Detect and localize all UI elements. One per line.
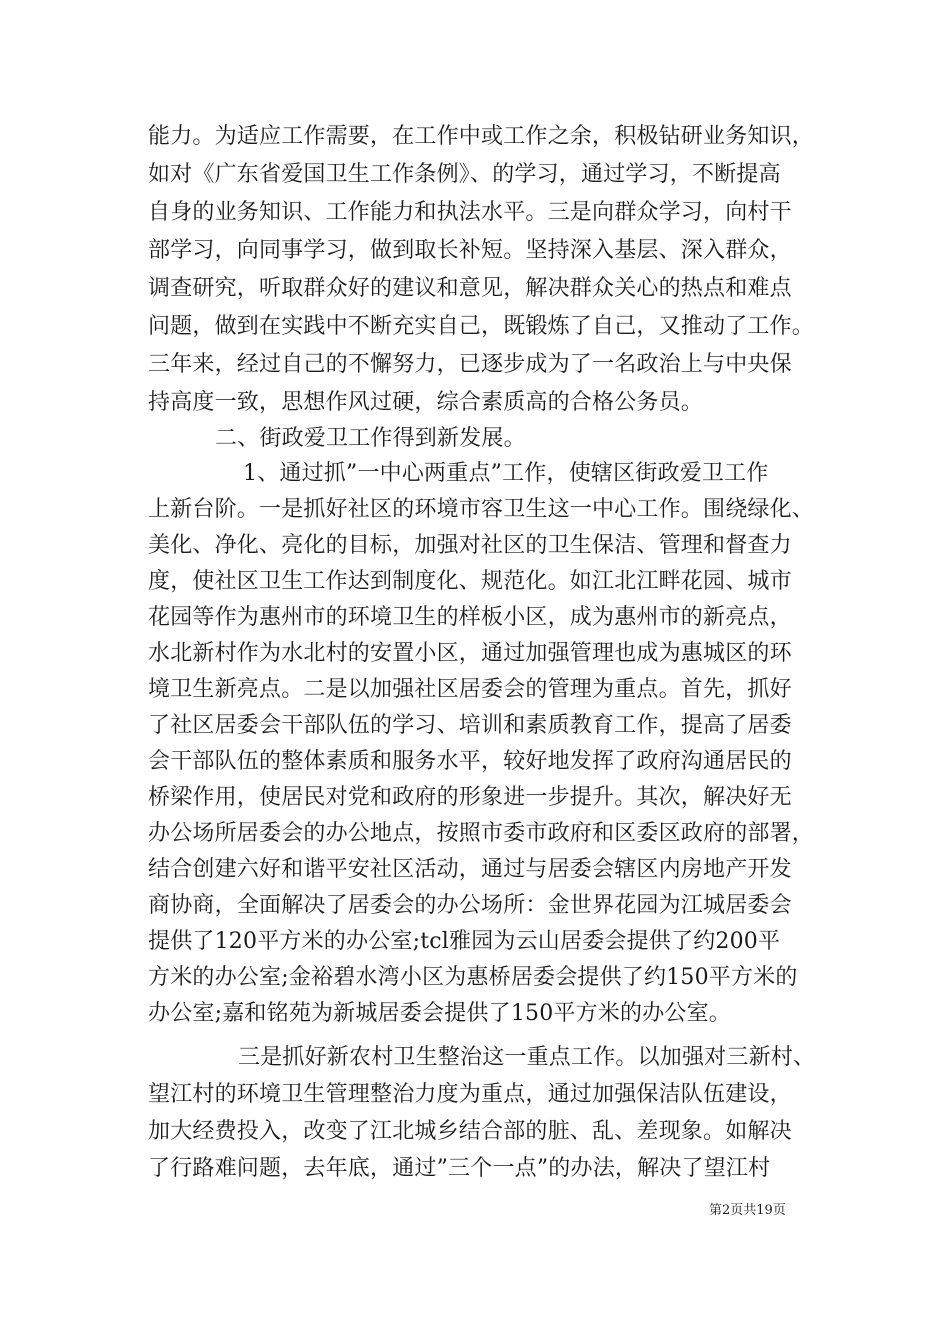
- text-line: 了行路难问题，去年底，通过”三个一点”的办法，解决了望江村: [148, 1156, 771, 1181]
- text-line: 调查研究，听取群众好的建议和意见，解决群众关心的热点和难点: [148, 276, 792, 301]
- text-line: 自身的业务知识、工作能力和执法水平。三是向群众学习，向村干: [148, 200, 792, 225]
- text-line: 如对《广东省爱国卫生工作条例》、的学习，通过学习，不断提高: [148, 162, 781, 187]
- text-line: 持高度一致，思想作风过硬，综合素质高的合格公务员。: [148, 390, 704, 415]
- text-line: 办公室;嘉和铭苑为新城居委会提供了150平方米的办公室。: [148, 1001, 732, 1026]
- text-line: 境卫生新亮点。二是以加强社区居委会的管理为重点。首先，抓好: [148, 677, 792, 702]
- page-number: 第2页共19页: [709, 1203, 786, 1218]
- text-line: 度，使社区卫生工作达到制度化、规范化。如江北江畔花园、城市: [148, 569, 792, 594]
- text-line: 水北新村作为水北村的安置小区，通过加强管理也成为惠城区的环: [148, 641, 792, 666]
- text-line: 三年来，经过自己的不懈努力，已逐步成为了一名政治上与中央保: [148, 352, 792, 377]
- text-line: 花园等作为惠州市的环境卫生的样板小区，成为惠州市的新亮点，: [148, 605, 792, 630]
- paragraph-start-line: 三是抓好新农村卫生整治这一重点工作。以加强对三新村、: [238, 1045, 816, 1070]
- text-line: 上新台阶。一是抓好社区的环境市容卫生这一中心工作。围绕绿化、: [148, 497, 815, 522]
- text-line: 桥梁作用，使居民对党和政府的形象进一步提升。其次，解决好无: [148, 785, 792, 810]
- text-line: 加大经费投入，改变了江北城乡结合部的脏、乱、差现象。如解决: [148, 1119, 792, 1144]
- text-line: 方米的办公室;金裕碧水湾小区为惠桥居委会提供了约150平方米的: [148, 965, 798, 990]
- text-line: 美化、净化、亮化的目标，加强对社区的卫生保洁、管理和督查力: [148, 533, 792, 558]
- text-line: 能力。为适应工作需要，在工作中或工作之余，积极钻研业务知识，: [148, 124, 815, 149]
- text-line: 结合创建六好和谐平安社区活动，通过与居委会辖区内房地产开发: [148, 857, 792, 882]
- text-line: 了社区居委会干部队伍的学习、培训和素质教育工作，提高了居委: [148, 713, 792, 738]
- text-line: 提供了120平方米的办公室;tcl雅园为云山居委会提供了约200平: [148, 929, 781, 954]
- text-line: 商协商，全面解决了居委会的办公场所：金世界花园为江城居委会: [148, 893, 792, 918]
- subsection-heading: 1、通过抓”一中心两重点”工作，使辖区街政爱卫工作: [243, 461, 769, 486]
- text-line: 望江村的环境卫生管理整治力度为重点，通过加强保洁队伍建设，: [148, 1082, 792, 1107]
- text-line: 部学习，向同事学习，做到取长补短。坚持深入基层、深入群众，: [148, 238, 792, 263]
- text-line: 会干部队伍的整体素质和服务水平，较好地发挥了政府沟通居民的: [148, 749, 792, 774]
- text-line: 办公场所居委会的办公地点，按照市委市政府和区委区政府的部署，: [148, 821, 815, 846]
- section-heading: 二、街政爱卫工作得到新发展。: [215, 426, 526, 451]
- text-line: 问题，做到在实践中不断充实自己，既锻炼了自己，又推动了工作。: [148, 314, 815, 339]
